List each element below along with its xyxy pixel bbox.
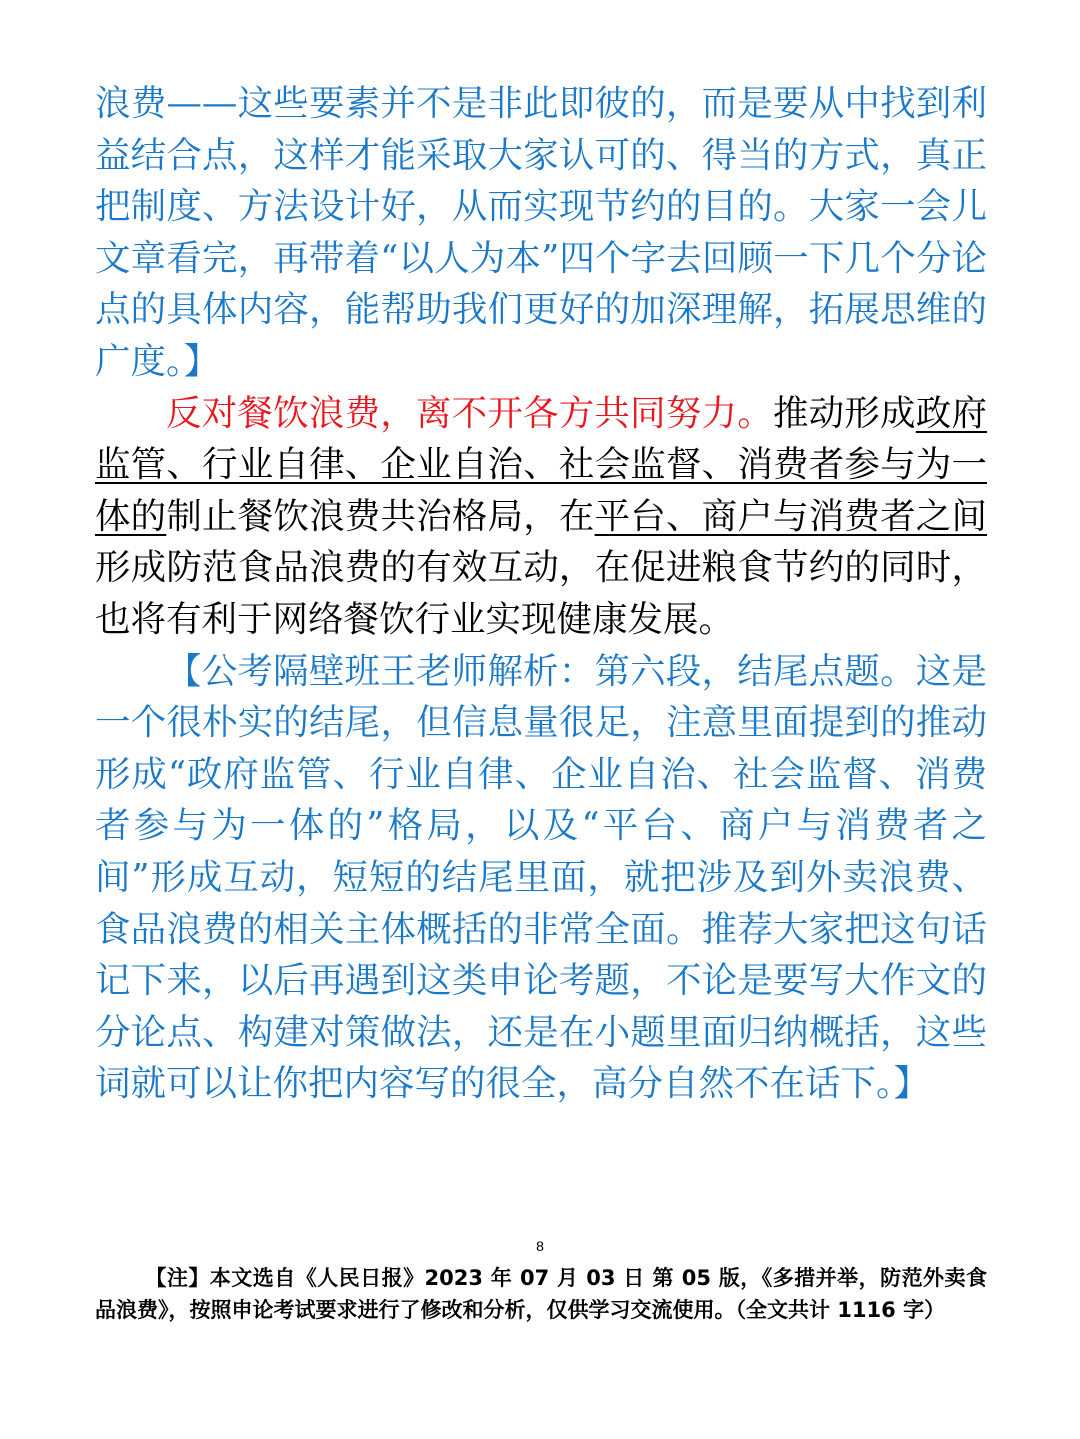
footnote-text: 【注】本文选自《人民日报》2023 年 07 月 03 日 第 05 版，《多措并举，防范外卖食品浪费》，按照申论考试要求进行了修改和分析，仅供学习交流使用。（全文共计 1116 字） — [95, 1266, 987, 1322]
paragraph-lead-sentence: 反对餐饮浪费，离不开各方共同努力。 — [166, 392, 773, 434]
article-body — [95, 78, 987, 1110]
underlined-phrase-governance: 政府监管、行业自律、企业自治、社会监督、消费者参与为一体的 — [95, 392, 987, 537]
teacher-analysis-text: 【公考隔壁班王老师解析：第六段，结尾点题。这是一个很朴实的结尾，但信息量很足，注意里面提到的推动形成“政府监管、行业自律、企业自治、社会监督、消费者参与为一体的”格局，以及“平台、商户与消费者之间”形成互动，短短的结尾里面，就把涉及到外卖浪费、食品浪费的相关主体概括的非常全面。推荐大家把这句话记下来，以后再遇到这类申论考题，不论是要写大作文的分论点、构建对策做法，还是在小题里面归纳概括，这些词就可以让你把内容写的很全，高分自然不在话下。】 — [95, 650, 987, 1105]
paragraph-text-part2: 制止餐饮浪费共治格局，在 — [166, 495, 595, 537]
paragraph-text-part3: 形成防范食品浪费的有效互动，在促进粮食节约的同时，也将有利于网络餐饮行业实现健康发展。 — [95, 547, 987, 640]
paragraph-text-part1: 推动形成 — [772, 392, 916, 434]
analysis-continuation-paragraph — [95, 78, 987, 388]
teacher-analysis-paragraph — [95, 646, 987, 1110]
page-number: 8 — [536, 1238, 544, 1254]
analysis-continuation-text: 浪费——这些要素并不是非此即彼的，而是要从中找到利益结合点，这样才能采取大家认可的、得当的方式，真正把制度、方法设计好，从而实现节约的目的。大家一会儿文章看完，再带着“以人为本”四个字去回顾一下几个分论点的具体内容，能帮助我们更好的加深理解，拓展思维的广度。】 — [95, 83, 987, 382]
underlined-phrase-parties: 平台、商户与消费者之间 — [594, 495, 987, 537]
article-paragraph-six — [95, 388, 987, 646]
footnote — [95, 1262, 987, 1326]
